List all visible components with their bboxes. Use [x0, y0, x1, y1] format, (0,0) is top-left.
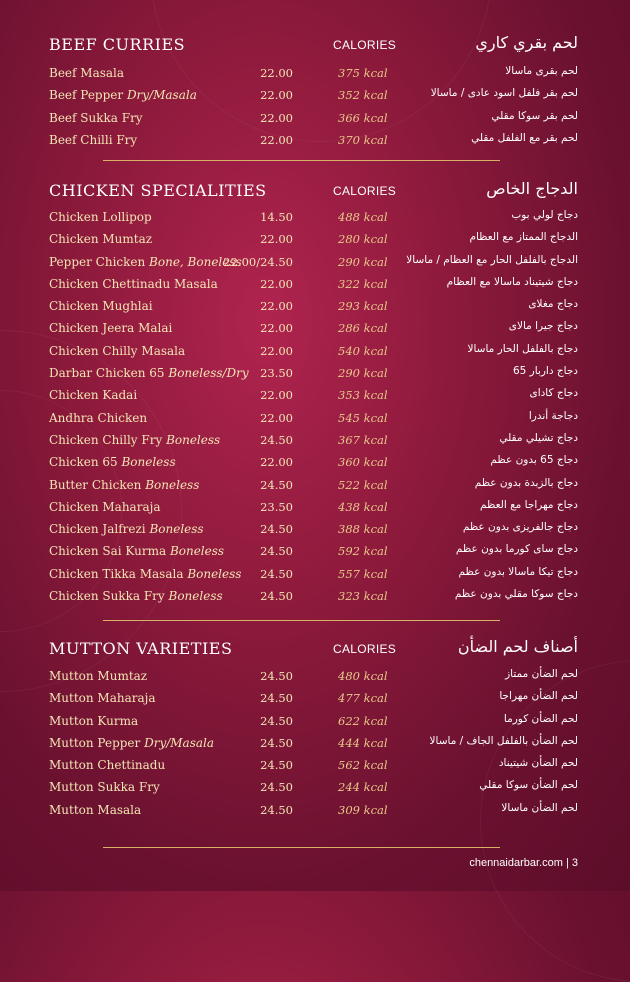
item-name-arabic: دجاج ساى كورما بدون عظم — [455, 543, 578, 556]
item-calories: 293 kcal — [338, 299, 388, 314]
item-name-arabic: دجاج جيرا مالاى — [508, 320, 578, 333]
menu-item — [0, 497, 630, 519]
section-divider — [103, 160, 500, 161]
item-name-arabic: دجاج داربار 65 — [512, 365, 578, 378]
item-name: Darbar Chicken 65 Boneless/Dry — [49, 366, 249, 381]
item-name: Mutton Pepper Dry/Masala — [49, 735, 215, 750]
section-header — [0, 181, 630, 207]
item-price: 24.50 — [260, 522, 293, 537]
item-calories: 540 kcal — [338, 343, 388, 358]
item-name-arabic: لحم بقر فلفل اسود عادى / ماسالا — [430, 87, 578, 100]
menu-item — [0, 341, 630, 363]
item-calories: 322 kcal — [338, 276, 388, 291]
item-calories: 477 kcal — [338, 691, 388, 706]
menu-item — [0, 430, 630, 452]
item-name-arabic: لحم الضأن شيتيناد — [498, 757, 578, 770]
menu-item — [0, 541, 630, 563]
item-name-arabic: الدجاج بالفلفل الحار مع العظام / ماسالا — [406, 253, 578, 266]
section-divider — [103, 620, 500, 621]
item-name-arabic: دجاج تيكا ماسالا بدون عظم — [458, 565, 578, 578]
item-price: 22.00 — [260, 232, 293, 247]
menu-item — [0, 252, 630, 274]
item-name-arabic: لحم الضأن ممتاز — [505, 668, 578, 680]
item-price: 22.00 — [260, 321, 293, 336]
menu-item-list — [0, 666, 630, 822]
item-name-arabic: لحم بقرى ماسالا — [505, 65, 578, 77]
section-header — [0, 35, 630, 61]
item-calories: 375 kcal — [338, 66, 388, 80]
item-name-arabic: دجاج جالفريزى بدون عظم — [462, 521, 578, 534]
section-divider — [103, 847, 500, 848]
item-name: Mutton Sukka Fry — [49, 780, 160, 795]
item-calories: 388 kcal — [338, 522, 388, 537]
item-calories: 545 kcal — [338, 410, 388, 425]
menu-item-list — [0, 63, 630, 152]
menu-item — [0, 711, 630, 733]
item-name-arabic: لحم الضأن سوكا مقلي — [479, 779, 578, 792]
menu-item — [0, 130, 630, 152]
menu-item — [0, 564, 630, 586]
item-calories: 366 kcal — [338, 110, 388, 125]
item-calories: 352 kcal — [338, 88, 388, 103]
item-price: 22.00 — [260, 299, 293, 314]
item-name-arabic: دجاج مغلاى — [528, 298, 578, 311]
item-name: Mutton Maharaja — [49, 691, 156, 706]
menu-item — [0, 63, 630, 85]
item-name: Chicken Sukka Fry Boneless — [49, 589, 223, 604]
item-calories: 444 kcal — [338, 735, 388, 750]
menu-item — [0, 296, 630, 318]
item-price: 23.50 — [260, 366, 293, 381]
menu-item — [0, 207, 630, 229]
item-calories: 360 kcal — [338, 455, 388, 470]
item-calories: 290 kcal — [338, 254, 388, 269]
item-name-arabic: دجاج لولي بوب — [511, 209, 578, 221]
section-beef-curries — [0, 35, 630, 150]
item-price: 22.00/24.50 — [223, 254, 293, 269]
item-name: Beef Chilli Fry — [49, 132, 138, 147]
item-price: 24.50 — [260, 589, 293, 604]
item-calories: 280 kcal — [338, 232, 388, 247]
item-name: Chicken Jalfrezi Boneless — [49, 522, 204, 537]
item-name-arabic: الدجاج الممتاز مع العظام — [469, 231, 578, 244]
item-price: 24.50 — [260, 758, 293, 773]
item-price: 24.50 — [260, 566, 293, 581]
item-price: 24.50 — [260, 713, 293, 728]
item-price: 24.50 — [260, 780, 293, 795]
item-name: Chicken Lollipop — [49, 210, 152, 224]
item-name-arabic: دجاج شيتيناد ماسالا مع العظام — [446, 275, 578, 288]
item-calories: 309 kcal — [338, 802, 388, 817]
menu-item — [0, 363, 630, 385]
calories-label: CALORIES — [333, 38, 397, 52]
item-name-arabic: دجاج بالزبدة بدون عظم — [474, 476, 578, 489]
item-name-arabic: لحم بقر مع الفلفل مقلي — [471, 131, 578, 144]
item-name-arabic: لحم الضأن كورما — [503, 712, 578, 725]
menu-item — [0, 519, 630, 541]
item-calories: 480 kcal — [338, 669, 388, 683]
item-price: 22.00 — [260, 388, 293, 403]
item-calories: 244 kcal — [338, 780, 388, 795]
item-calories: 488 kcal — [338, 210, 388, 224]
item-name-arabic: دجاجة أندرا — [528, 409, 578, 422]
item-name: Chicken Mumtaz — [49, 232, 153, 247]
menu-item — [0, 688, 630, 710]
item-calories: 622 kcal — [338, 713, 388, 728]
item-name-arabic: دجاج كاداى — [529, 387, 578, 400]
item-price: 14.50 — [260, 210, 293, 224]
section-title-arabic: الدجاج الخاص — [486, 179, 578, 198]
item-calories: 522 kcal — [338, 477, 388, 492]
item-calories: 323 kcal — [338, 589, 388, 604]
page-number: 3 — [571, 857, 578, 869]
section-header — [0, 639, 630, 665]
item-price: 24.50 — [260, 669, 293, 683]
item-name: Chicken Kadai — [49, 388, 138, 403]
item-name: Chicken Maharaja — [49, 499, 161, 514]
menu-item-list — [0, 207, 630, 608]
footer-separator: | — [565, 857, 569, 869]
item-calories: 353 kcal — [338, 388, 388, 403]
menu-item — [0, 452, 630, 474]
menu-item — [0, 318, 630, 340]
item-calories: 367 kcal — [338, 432, 388, 447]
item-name-arabic: دجاج 65 بدون عظم — [490, 454, 578, 467]
item-name-arabic: دجاج مهراجا مع العظم — [479, 498, 578, 511]
item-name: Pepper Chicken Bone, Boneless — [49, 254, 242, 269]
menu-item — [0, 800, 630, 822]
menu-item — [0, 666, 630, 688]
item-price: 24.50 — [260, 802, 293, 817]
item-name: Beef Pepper Dry/Masala — [49, 88, 197, 103]
menu-item — [0, 108, 630, 130]
item-calories: 286 kcal — [338, 321, 388, 336]
section-mutton-varieties — [0, 639, 630, 821]
item-calories: 562 kcal — [338, 758, 388, 773]
menu-item — [0, 586, 630, 608]
item-name-arabic: لحم بقر سوكا مقلي — [491, 109, 578, 122]
page-footer — [469, 857, 578, 869]
menu-item — [0, 475, 630, 497]
item-calories: 370 kcal — [338, 132, 388, 147]
menu-item — [0, 777, 630, 799]
item-price: 24.50 — [260, 544, 293, 559]
item-price: 22.00 — [260, 455, 293, 470]
item-name: Beef Masala — [49, 66, 125, 80]
item-name: Chicken Sai Kurma Boneless — [49, 544, 225, 559]
item-name-arabic: لحم الضأن ماسالا — [501, 801, 578, 814]
item-name-arabic: لحم الضأن بالفلفل الجاف / ماسالا — [429, 734, 578, 747]
menu-item — [0, 733, 630, 755]
section-chicken-specialities — [0, 181, 630, 608]
item-calories: 557 kcal — [338, 566, 388, 581]
item-name-arabic: لحم الضأن مهراجا — [499, 690, 578, 703]
section-title-arabic: أصناف لحم الضأن — [457, 637, 578, 656]
website-link[interactable]: chennaidarbar.com — [469, 857, 563, 869]
item-name: Mutton Kurma — [49, 713, 139, 728]
section-title: CHICKEN SPECIALITIES — [49, 181, 267, 200]
item-price: 22.00 — [260, 132, 293, 147]
menu-item — [0, 85, 630, 107]
item-name: Chicken Mughlai — [49, 299, 153, 314]
item-price: 23.50 — [260, 499, 293, 514]
item-name: Chicken Tikka Masala Boneless — [49, 566, 242, 581]
item-name: Chicken Jeera Malai — [49, 321, 173, 336]
item-calories: 290 kcal — [338, 366, 388, 381]
item-price: 22.00 — [260, 110, 293, 125]
item-price: 22.00 — [260, 276, 293, 291]
item-name: Butter Chicken Boneless — [49, 477, 200, 492]
menu-item — [0, 385, 630, 407]
item-price: 24.50 — [260, 735, 293, 750]
calories-label: CALORIES — [333, 642, 397, 656]
item-name: Chicken Chettinadu Masala — [49, 276, 218, 291]
section-title: MUTTON VARIETIES — [49, 639, 233, 658]
menu-item — [0, 408, 630, 430]
item-name: Mutton Mumtaz — [49, 669, 148, 683]
item-calories: 438 kcal — [338, 499, 388, 514]
item-price: 24.50 — [260, 432, 293, 447]
item-price: 24.50 — [260, 477, 293, 492]
item-name-arabic: دجاج بالفلفل الحار ماسالا — [467, 342, 578, 355]
item-calories: 592 kcal — [338, 544, 388, 559]
menu-item — [0, 229, 630, 251]
item-name: Andhra Chicken — [49, 410, 148, 425]
menu-item — [0, 755, 630, 777]
section-title: BEEF CURRIES — [49, 35, 186, 54]
item-price: 22.00 — [260, 66, 293, 80]
item-name: Mutton Masala — [49, 802, 142, 817]
item-name: Beef Sukka Fry — [49, 110, 143, 125]
menu-item — [0, 274, 630, 296]
item-price: 22.00 — [260, 88, 293, 103]
item-name-arabic: دجاج سوكا مقلي بدون عظم — [454, 588, 578, 601]
calories-label: CALORIES — [333, 184, 397, 198]
item-name: Chicken 65 Boneless — [49, 455, 176, 470]
item-price: 22.00 — [260, 343, 293, 358]
item-name: Chicken Chilly Masala — [49, 343, 186, 358]
item-name: Chicken Chilly Fry Boneless — [49, 432, 221, 447]
item-price: 22.00 — [260, 410, 293, 425]
item-name-arabic: دجاج تشيلي مقلي — [499, 431, 578, 444]
item-name: Mutton Chettinadu — [49, 758, 166, 773]
item-price: 24.50 — [260, 691, 293, 706]
section-title-arabic: لحم بقري كاري — [475, 33, 578, 52]
